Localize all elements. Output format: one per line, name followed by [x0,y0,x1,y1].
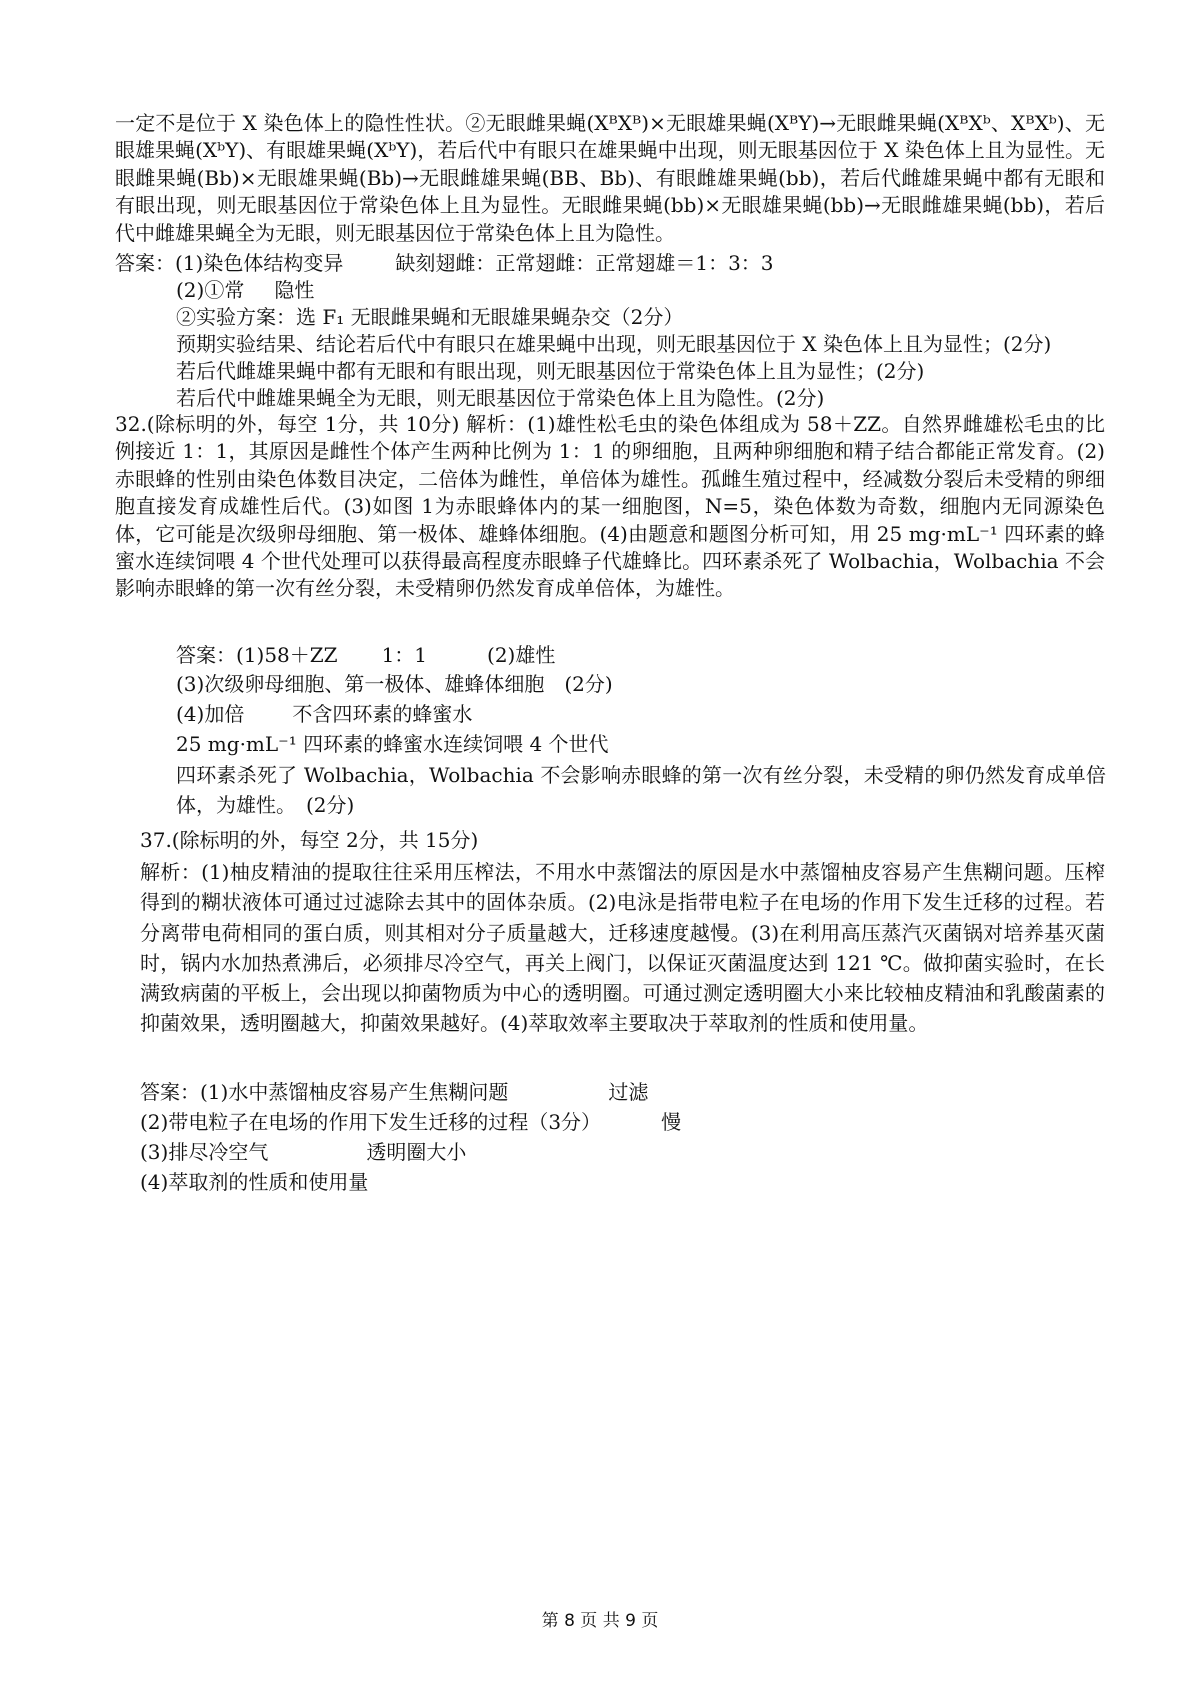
q37-analysis-paragraph: 解析：(1)柚皮精油的提取往往采用压榨法，不用水中蒸馏法的原因是水中蒸馏柚皮容易产生焦糊问题。压榨得到的糊状液体可通过过滤除去其中的固体杂质。(2)电泳是指带电粒子在电场的作用下发生迁移的过程。若分离带电荷相同的蛋白质，则其相对分子质量越大，迁移速度越慢。(3)在利用高压蒸汽灭菌锅对培养基灭菌时，锅内水加热煮沸后，必须排尽冷空气，再关上阀门，以保证灭菌温度达到 121 ℃。做抑菌实验时，在长满致病菌的平板上，会出现以抑菌物质为中心的透明圈。可通过测定透明圈大小来比较柚皮精油和乳酸菌素的抑菌效果，透明圈越大，抑菌效果越好。(4)萃取效率主要取决于萃取剂的性质和使用量。 [140,860,1105,1036]
q37-answer-3 [140,1138,466,1166]
q32-answer-4 [176,700,472,728]
q37-answer-1b: 过滤 [608,1080,649,1104]
q37-header: 37.(除标明的外，每空 2分，共 15分) [140,828,479,852]
prev-answer-result-3: 若后代中雌雄果蝇全为无眼，则无眼基因位于常染色体上且为隐性。(2分) [176,386,825,410]
q32-answer-1b: 1：1 [381,643,428,667]
q32-answer-1 [176,641,555,669]
q37-answer-2a: (2)带电粒子在电场的作用下发生迁移的过程（3分） [140,1110,602,1134]
prev-analysis-paragraph: 一定不是位于 X 染色体上的隐性性状。②无眼雌果蝇(XᴮXᴮ)×无眼雄果蝇(XᴮY)→无眼雌果蝇(XᴮXᵇ、XᴮXᵇ)、无眼雄果蝇(XᵇY)、有眼雄果蝇(XᵇY)，若后代中有眼只在雄果蝇中出现，则无眼基因位于 X 染色体上且为显性。无眼雌果蝇(Bb)×无眼雄果蝇(Bb)→无眼雌雄果蝇(BB、Bb)、有眼雌雄果蝇(bb)，若后代雌雄果蝇中都有无眼和有眼出现，则无眼基因位于常染色体上且为显性。无眼雌果蝇(bb)×无眼雄果蝇(bb)→无眼雌雄果蝇(bb)，若后代中雌雄果蝇全为无眼，则无眼基因位于常染色体上且为隐性。 [115,111,1105,245]
prev-answer-2 [176,276,314,304]
prev-answer-result-1: 预期实验结果、结论若后代中有眼只在雄果蝇中出现，则无眼基因位于 X 染色体上且为显性；(2分) [176,332,1052,356]
prev-answer-1-ratio: 缺刻翅雌：正常翅雌：正常翅雄＝1：3：3 [395,251,774,275]
page-number-footer: 第 8 页 共 9 页 [541,1611,659,1631]
q32-answer-4d: 四环素杀死了 Wolbachia，Wolbachia 不会影响赤眼蜂的第一次有丝分裂，未受精的卵仍然发育成单倍体，为雄性。 (2分) [176,763,1106,817]
prev-answer-result-2: 若后代雌雄果蝇中都有无眼和有眼出现，则无眼基因位于常染色体上且为显性；(2分) [176,359,925,383]
prev-answer-plan: ②实验方案：选 F₁ 无眼雌果蝇和无眼雄果蝇杂交（2分） [176,305,684,329]
prev-answer-2-value: 隐性 [274,278,315,302]
q32-answer-4b: 不含四环素的蜂蜜水 [292,702,473,726]
q37-answer-1 [140,1078,648,1106]
q37-answer-3b: 透明圈大小 [366,1140,467,1164]
q32-analysis-paragraph: 32.(除标明的外，每空 1分，共 10分) 解析：(1)雄性松毛虫的染色体组成为 58＋ZZ。自然界雌雄松毛虫的比例接近 1：1，其原因是雌性个体产生两种比例为 1：1 的卵细胞，且两种卵细胞和精子结合都能正常发育。(2)赤眼蜂的性别由染色体数目决定，二倍体为雌性，单倍体为雄性。孤雌生殖过程中，经减数分裂后未受精的卵细胞直接发育成雄性后代。(3)如图 1为赤眼蜂体内的某一细胞图，N=5，染色体数为奇数，细胞内无同源染色体，它可能是次级卵母细胞、第一极体、雄蜂体细胞。(4)由题意和题图分析可知，用 25 mg·mL⁻¹ 四环素的蜂蜜水连续饲喂 4 个世代处理可以获得最高程度赤眼蜂子代雄蜂比。四环素杀死了 Wolbachia，Wolbachia 不会影响赤眼蜂的第一次有丝分裂，未受精卵仍然发育成单倍体，为雄性。 [115,412,1105,601]
q37-answer-4: (4)萃取剂的性质和使用量 [140,1170,369,1194]
q37-answer-2 [140,1108,681,1136]
q32-answer-4a: (4)加倍 [176,702,245,726]
q32-answer-3: (3)次级卵母细胞、第一极体、雄蜂体细胞 (2分) [176,672,613,696]
q32-answer-1c: (2)雄性 [487,643,556,667]
q37-answer-1a: 答案：(1)水中蒸馏柚皮容易产生焦糊问题 [140,1080,509,1104]
q37-answer-3a: (3)排尽冷空气 [140,1140,269,1164]
prev-answer-1 [115,249,774,277]
q37-answer-2b: 慢 [661,1110,682,1134]
prev-answer-1-label: 答案：(1)染色体结构变异 [115,251,344,275]
prev-answer-2-q: (2)①常 [176,278,245,302]
q32-answer-4c: 25 mg·mL⁻¹ 四环素的蜂蜜水连续饲喂 4 个世代 [176,732,609,756]
q32-answer-1a: 答案：(1)58＋ZZ [176,643,338,667]
